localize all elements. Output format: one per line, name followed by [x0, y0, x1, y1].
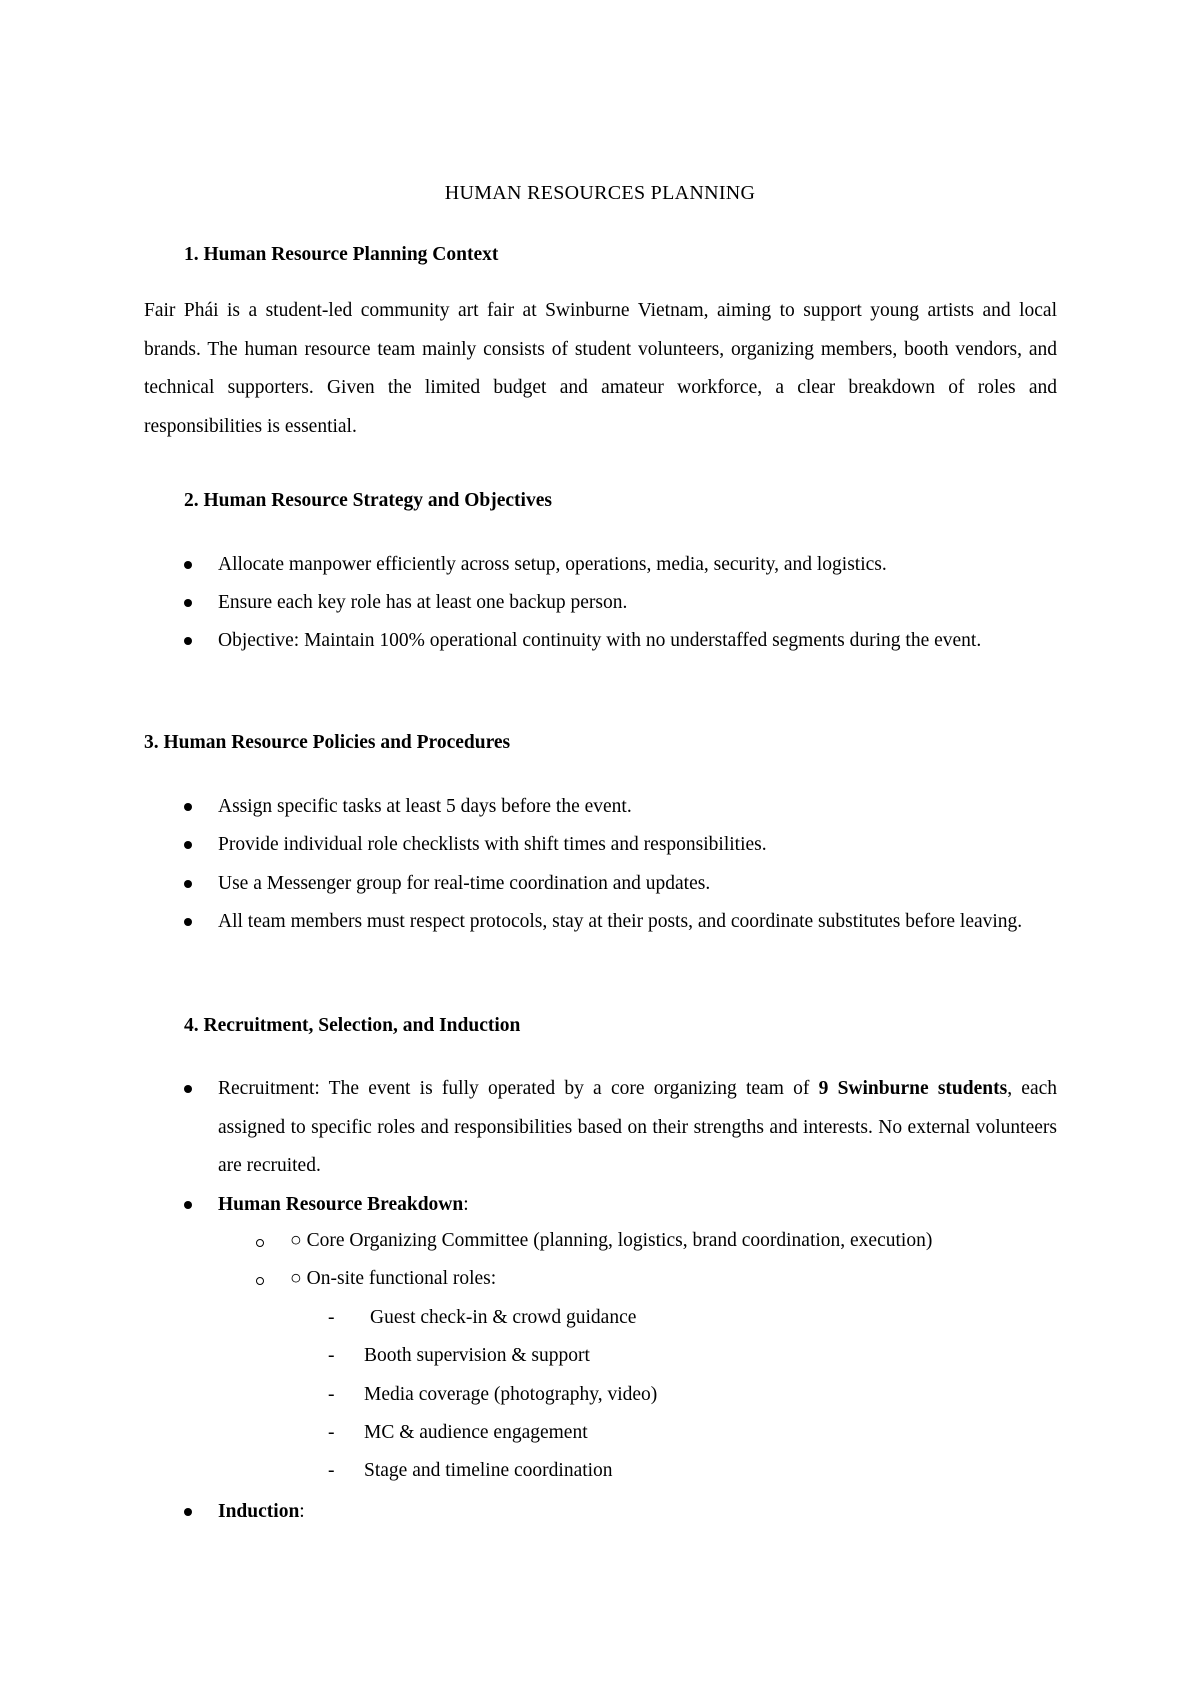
bullet-icon	[184, 637, 192, 645]
section-3-heading: 3. Human Resource Policies and Procedures	[144, 732, 511, 753]
bullet-icon	[184, 1508, 192, 1516]
bullet-icon	[184, 1201, 192, 1209]
circle-bullet-icon	[256, 1277, 264, 1285]
section-1-heading: 1. Human Resource Planning Context	[184, 244, 499, 265]
role-item	[0, 1339, 1200, 1377]
role-text: Stage and timeline coordination	[364, 1460, 613, 1481]
list-item-text: Use a Messenger group for real-time coordination and updates.	[218, 873, 711, 894]
list-item-text: Provide individual role checklists with shift times and responsibilities.	[218, 834, 767, 855]
section-4-heading: 4. Recruitment, Selection, and Induction	[184, 1015, 521, 1036]
role-item	[0, 1454, 1200, 1492]
induction-colon: :	[299, 1501, 305, 1522]
list-item-text: Assign specific tasks at least 5 days before the event.	[218, 796, 632, 817]
dash-glyph: -	[328, 1422, 335, 1443]
sub-list-item	[0, 1224, 1200, 1262]
bullet-icon	[184, 880, 192, 888]
sub-list-item-text: ○ Core Organizing Committee (planning, logistics, brand coordination, execution)	[290, 1230, 933, 1251]
role-text: Media coverage (photography, video)	[364, 1384, 658, 1405]
induction-label: Induction	[218, 1501, 300, 1522]
list-item-text: Ensure each key role has at least one backup person.	[218, 592, 628, 613]
recruitment-bold: 9 Swinburne students	[818, 1078, 1008, 1099]
sub-list-item-text: ○ On-site functional roles:	[290, 1268, 497, 1289]
role-text: Booth supervision & support	[364, 1345, 590, 1366]
induction-text	[218, 1493, 1057, 1532]
role-text: MC & audience engagement	[364, 1422, 588, 1443]
bullet-icon	[184, 1085, 192, 1093]
recruitment-text	[218, 1070, 1057, 1186]
list-item-text: Objective: Maintain 100% operational continuity with no understaffed segments during the event.	[218, 630, 982, 651]
bullet-icon	[184, 599, 192, 607]
role-item	[0, 1301, 1200, 1339]
breakdown-text	[218, 1186, 1057, 1225]
dash-glyph: -	[328, 1384, 335, 1405]
circle-bullet-icon	[256, 1239, 264, 1247]
section-1-paragraph: Fair Phái is a student-led community art fair at Swinburne Vietnam, aiming to support young artists and local brands. The human resource team mainly consists of student volunteers, organizing members, booth vendors, and technical supporters. Given the limited budget and amateur workforce, a clear breakdown of roles and responsibilities is essential.	[144, 300, 1057, 437]
bullet-icon	[184, 918, 192, 926]
bullet-icon	[184, 561, 192, 569]
bullet-icon	[184, 803, 192, 811]
list-item-text: All team members must respect protocols, stay at their posts, and coordinate substitutes before leaving.	[218, 911, 1023, 932]
list-item-text: Allocate manpower efficiently across setup, operations, media, security, and logistics.	[218, 554, 887, 575]
section-2-heading: 2. Human Resource Strategy and Objectives	[184, 490, 552, 511]
dash-glyph: -	[328, 1307, 335, 1328]
role-item	[0, 1378, 1200, 1416]
bullet-icon	[184, 841, 192, 849]
role-text: Guest check-in & crowd guidance	[370, 1307, 637, 1328]
dash-glyph: -	[328, 1345, 335, 1366]
dash-glyph: -	[328, 1460, 335, 1481]
document-title: HUMAN RESOURCES PLANNING	[444, 182, 756, 204]
breakdown-label: Human Resource Breakdown	[218, 1194, 464, 1215]
role-item	[0, 1416, 1200, 1454]
recruitment-suffix: , each assigned to specific roles and responsibilities based on their strengths and interests. No external volunteers are recruited.	[218, 1078, 1058, 1176]
sub-list-item	[0, 1262, 1200, 1300]
breakdown-colon: :	[463, 1194, 469, 1215]
recruitment-prefix: Recruitment: The event is fully operated by a core organizing team of	[218, 1078, 819, 1099]
